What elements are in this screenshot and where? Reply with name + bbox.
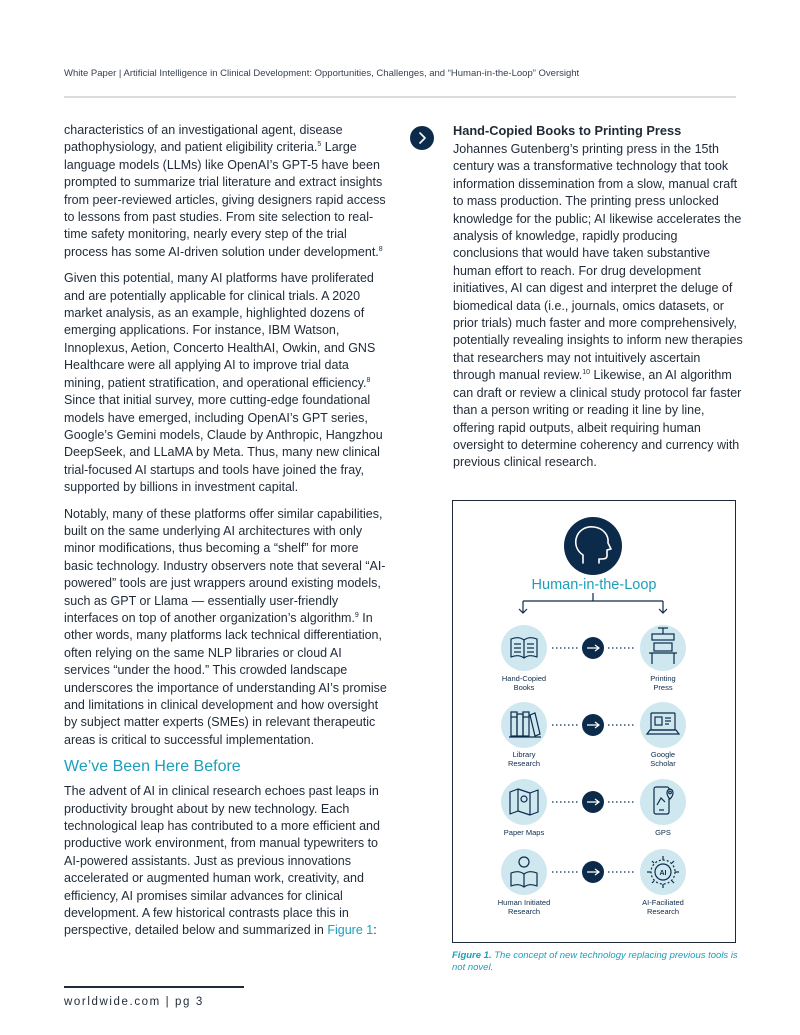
- figure-label-left-1: Hand-Copied: [501, 674, 547, 683]
- figure-label-right-3: GPS: [655, 828, 671, 837]
- figure-label-left-3: Paper Maps: [503, 828, 545, 837]
- paragraph-3: Notably, many of these platforms offer similar capabilities, built on the same underlying AI architectures with only minor modifications, thus becoming a “shelf” for more basic technology. Industry observers note that several “AI-powered” tools are just wrappers around existing models, such as GPT or Llama — essentially user-friendly interfaces on top of another organization’s algorithm.$^9$ In other words, many platforms lack technical differentiation, often relying on the same NLP libraries or cloud AI services “under the hood.” This crowded landscape underscores the importance of understanding AI’s promise and limitations in clinical development and how oversight by subject matter experts (SMEs) in relevant therapeutic areas is critical to successful implementation.: [64, 506, 387, 747]
- footer-divider: [64, 986, 244, 988]
- paragraph-printing-press: Johannes Gutenberg’s printing press in the 15th century was a transformative technology that took information dissemination from a slow, manual craft to mass production. The printing press unlocked knowledge for the public; AI likewise accelerates the analysis of knowledge, rapidly producing conclusions that would have taken substantive human effort to reach. For drug development initiatives, AI can digest and interpret the deluge of biomedical data (i.e., journals, omics datasets, or prior trials) much faster and more comprehensively, potentially revealing insights to inform new therapies that researchers may not intuitively ascertain through manual review.$^{10}$ Likewise, an AI algorithm can draft or review a clinical study protocol far faster than a person writing or reading it line by line, offering rapid outputs, albeit requiring human oversight to determine coherency and currency with previous clinical research.: [453, 142, 743, 470]
- comparison-row-3: [501, 779, 686, 837]
- reference-marker: 5: [317, 141, 322, 149]
- comparison-row-2: [501, 702, 686, 768]
- subsection-heading: Hand-Copied Books to Printing Press: [453, 123, 682, 138]
- figure-label-right-1: Printing: [650, 674, 676, 683]
- reference-marker: 8: [378, 245, 383, 253]
- header-divider: [64, 96, 736, 98]
- figure-1-link[interactable]: Figure 1: [327, 923, 374, 938]
- figure-label-left-1b: Books: [513, 683, 535, 692]
- reference-marker: 8: [366, 376, 371, 384]
- comparison-row-1: [501, 625, 686, 692]
- left-column: [64, 122, 390, 949]
- right-column: [453, 122, 743, 472]
- ai-chip-label: AI: [659, 870, 667, 877]
- figure-diagram: [453, 501, 737, 944]
- figure-label-right-1b: Press: [653, 683, 673, 692]
- paragraph-2: Given this potential, many AI platforms have proliferated and are potentially applicable for clinical trials. A 2020 market analysis, as an example, highlighted dozens of emerging applications. For instance, IBM Watson, Innoplexus, Aetion, Concerto HealthAI, Owkin, and GNS Healthcare were all applying AI to improve trial data mining, patient stratification, and operational efficiency.$^8$ Since that initial survey, more cutting-edge foundational models have emerged, including OpenAI’s GPT series, Google’s Gemini models, Claude by Anthropic, Hangzhou DeepSeek, and LLaMA by Meta. Thus, many new clinical trial-focused AI startups and tools have joined the fray, supported by billions in investment capital.: [64, 271, 383, 495]
- figure-title: Human-in-the-Loop: [531, 577, 657, 593]
- figure-label-right-2b: Scholar: [650, 759, 676, 768]
- figure-label-right-2: Google: [650, 750, 676, 759]
- reference-marker: 10: [582, 369, 591, 377]
- page-header: White Paper | Artificial Intelligence in Clinical Development: Opportunities, Challenges, and “Human-in-the-Loop” Oversight: [64, 68, 580, 79]
- paragraph-1: characteristics of an investigational agent, disease pathophysiology, and patient eligibility criteria.$^5$ Large language models (LLMs) like OpenAI’s GPT-5 have been prompted to summarize trial literature and extract insights from peer-reviewed articles, giving designers rapid access to lessons from past studies. From site selection to real-time safety monitoring, nearly every step of the trial process has some AI-driven solution under development.$^8$: [64, 123, 386, 259]
- human-head-icon: [564, 517, 622, 575]
- figure-caption: Figure 1. The concept of new technology replacing previous tools is not novel.: [452, 950, 738, 973]
- page-footer: worldwide.com | pg 3: [64, 996, 204, 1008]
- figure-label-right-4b: Research: [646, 907, 680, 916]
- figure-label-left-2b: Research: [507, 759, 541, 768]
- chevron-right-icon: [410, 126, 434, 150]
- section-heading: We’ve Been Here Before: [64, 758, 241, 776]
- figure-1: [452, 500, 736, 943]
- figure-label-right-4: AI-Faciliated: [642, 898, 684, 907]
- loop-bracket: [519, 593, 667, 613]
- figure-label-left-2: Library: [512, 750, 536, 759]
- reference-marker: 9: [354, 611, 359, 619]
- comparison-row-4: [498, 849, 686, 916]
- figure-label-left-4b: Research: [507, 907, 541, 916]
- paragraph-4: The advent of AI in clinical research echoes past leaps in productivity brought about by new technology. Each technological leap has contributed to a more efficient and productive work environment, from manual typewriters to AI-powered assistants. Just as previous innovations accelerated or augmented human work, creativity, and efficiency, AI promises similar advances for clinical development. A few historical contrasts place this in perspective, detailed below and summarized in Figure 1:: [64, 784, 380, 938]
- figure-label-left-4: Human Initiated: [497, 898, 551, 907]
